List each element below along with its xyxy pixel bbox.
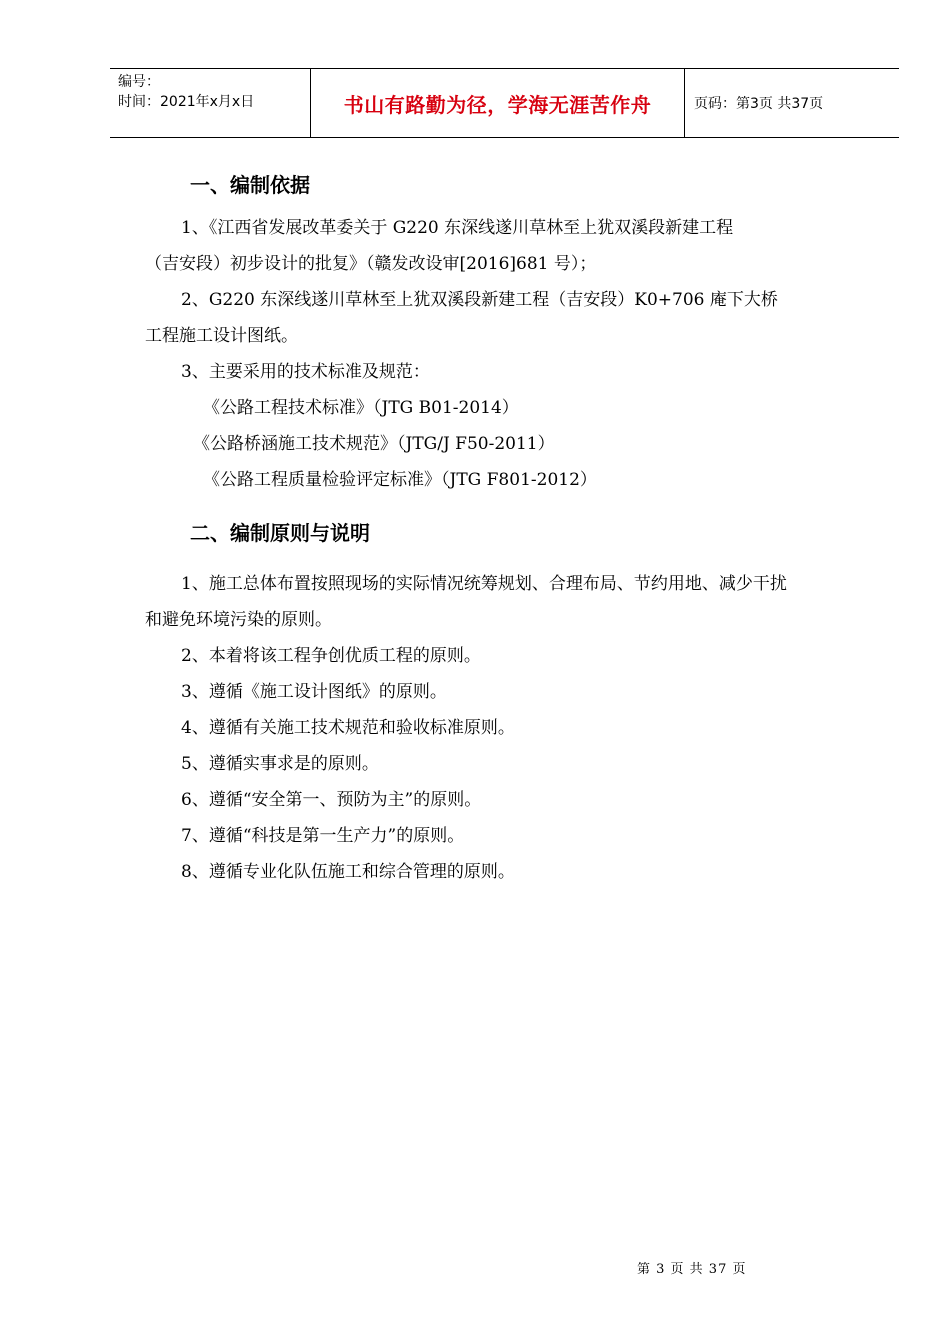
paragraph: 2、本着将该工程争创优质工程的原则。 xyxy=(181,646,481,666)
time-label: 时间：2021年x月x日 xyxy=(118,94,255,110)
paragraph: 3、主要采用的技术标准及规范： xyxy=(181,362,430,382)
paragraph: 1、《江西省发展改革委关于 G220 东深线遂川草林至上犹双溪段新建工程 xyxy=(181,218,734,238)
paragraph: 2、G220 东深线遂川草林至上犹双溪段新建工程（吉安段）K0+706 庵下大桥 xyxy=(181,290,778,310)
header-meta xyxy=(110,69,311,137)
paragraph: 8、遵循专业化队伍施工和综合管理的原则。 xyxy=(181,862,515,882)
standard-item: 《公路工程质量检验评定标准》（JTG F801-2012） xyxy=(203,470,597,490)
page-footer: 第 3 页 共 37 页 xyxy=(637,1262,747,1277)
paragraph: 和避免环境污染的原则。 xyxy=(145,610,332,630)
paragraph: 4、遵循有关施工技术规范和验收标准原则。 xyxy=(181,718,515,738)
standard-item: 《公路桥涵施工技术规范》（JTG/J F50-2011） xyxy=(193,434,555,454)
paragraph: （吉安段）初步设计的批复》（赣发改设审[2016]681 号）； xyxy=(145,254,597,274)
section-title-basis: 一、编制依据 xyxy=(190,173,310,197)
paragraph: 工程施工设计图纸。 xyxy=(145,326,298,346)
number-label: 编号： xyxy=(118,74,160,90)
paragraph: 7、遵循“科技是第一生产力”的原则。 xyxy=(181,826,465,846)
header-page-label: 页码：第3页 共37页 xyxy=(694,96,824,112)
paragraph: 3、遵循《施工设计图纸》的原则。 xyxy=(181,682,447,702)
section-title-principles: 二、编制原则与说明 xyxy=(190,521,370,545)
document-body xyxy=(145,160,875,890)
document-header xyxy=(110,68,899,138)
paragraph: 5、遵循实事求是的原则。 xyxy=(181,754,379,774)
paragraph: 1、施工总体布置按照现场的实际情况统筹规划、合理布局、节约用地、减少干扰 xyxy=(181,574,787,594)
paragraph: 6、遵循“安全第一、预防为主”的原则。 xyxy=(181,790,482,810)
standard-item: 《公路工程技术标准》（JTG B01-2014） xyxy=(203,398,519,418)
header-motto: 书山有路勤为径，学海无涯苦作舟 xyxy=(311,69,685,137)
